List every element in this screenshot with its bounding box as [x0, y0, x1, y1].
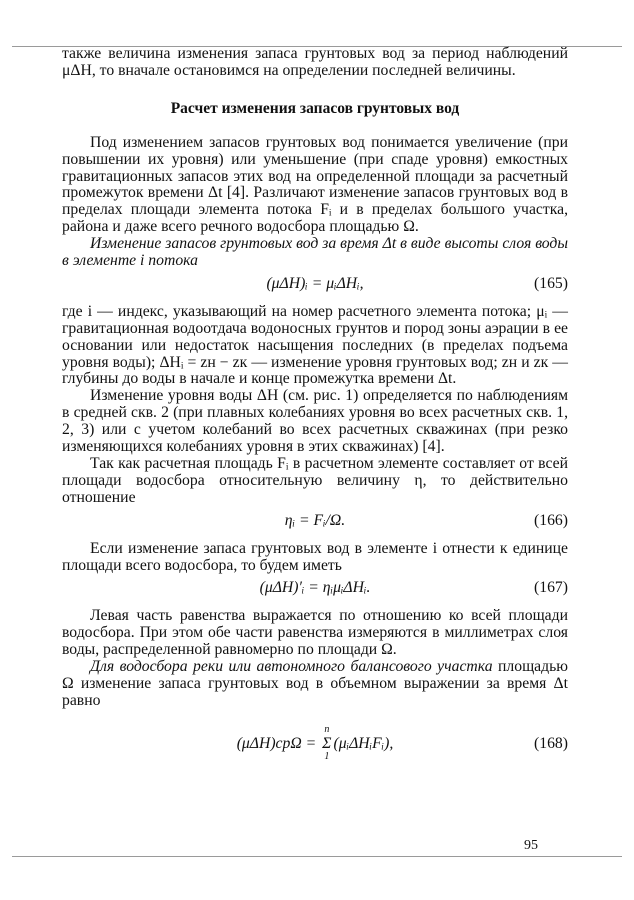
paragraph-7-rest: площадью Ω изменение запаса грунтовых вод в объемном выражении за время Δt равно — [62, 658, 568, 709]
paragraph-6: Левая часть равенства выражается по отношению ко всей площади водосбора. При этом обе части равенства измеряются в миллиметрах слоя воды, распределенной равномерно по площади Ω. — [62, 607, 568, 659]
equation-165 — [62, 276, 568, 293]
paragraph-1: Под изменением запасов грунтовых вод понимается увеличение (при повышении их уровня) или уменьшение (при спаде уровня) емкостных гравитационных запасов этих вод на определенной площади за расчетный промежуток времени Δt [4]. Различают изменение запасов грунтовых вод в пределах площади элемента потока Fᵢ и в пределах большого участка, района и даже всего речного водосбора площадью Ω. — [62, 133, 568, 236]
bottom-rule — [12, 856, 622, 857]
paragraph-4: Так как расчетная площадь Fᵢ в расчетном элементе составляет от всей площади водосбора относительную величину η, то действительно отношение — [62, 455, 568, 506]
equation-167-formula: (μΔH)′ᵢ = ηᵢμᵢΔHᵢ. — [259, 579, 371, 597]
equation-167 — [62, 580, 568, 597]
equation-167-number: (167) — [534, 579, 568, 597]
paragraph-2: где i — индекс, указывающий на номер расчетного элемента потока; μᵢ — гравитационная водоотдача водоносных грунтов и пород зоны аэрации в ее основании или недостаток насыщения последних (в пределах подъема уровня воды); ΔHᵢ = zн − zк — изменение уровня грунтовых вод; zн и zк — глубины до воды в начале и конце промежутка времени Δt. — [62, 302, 568, 388]
equation-166 — [62, 513, 568, 530]
section-heading: Расчет изменения запасов грунтовых вод — [170, 99, 460, 117]
sum-lower-limit: 1 — [324, 750, 330, 762]
sum-sign: Σ — [322, 734, 332, 752]
equation-166-formula: ηᵢ = Fᵢ/Ω. — [284, 511, 346, 529]
paragraph-3: Изменение уровня воды ΔH (см. рис. 1) определяется по наблюдениям в средней скв. 2 (при плавных колебаниях уровня во всех расчетных скв. 1, 2, 3) или с учетом колебаний во всех расчетных скважинах (при резко изменяющихся колебаниях уровня в этих скважинах) [4]. — [62, 387, 568, 456]
equation-168-formula — [62, 723, 568, 762]
paragraph-5: Если изменение запаса грунтовых вод в элементе i отнести к единице площади всего водосбора, то будем иметь — [62, 539, 568, 574]
page-body — [62, 46, 568, 775]
equation-168-right: (μᵢΔHᵢFᵢ), — [333, 734, 394, 752]
equation-166-number: (166) — [534, 511, 568, 529]
italic-paragraph: Изменение запасов грунтовых вод за время Δt в виде высоты слоя воды в элементе i потока — [62, 235, 568, 270]
equation-165-formula: (μΔH)ᵢ = μᵢΔHᵢ, — [266, 274, 364, 292]
summation-symbol — [320, 723, 333, 762]
equation-168-left: (μΔH)срΩ = — [236, 734, 321, 752]
paragraph-7 — [62, 659, 568, 710]
sum-upper-limit: n — [324, 723, 330, 735]
intro-paragraph: также величина изменения запаса грунтовых вод за период наблюдений μΔH, то вначале остановимся на определении последней величины. — [62, 45, 568, 79]
paragraph-7-italic: Для водосбора реки или автономного балансового участка — [90, 658, 493, 676]
equation-165-number: (165) — [534, 274, 568, 292]
equation-168-number: (168) — [534, 734, 568, 752]
equation-168 — [62, 724, 568, 764]
page-number: 95 — [524, 838, 538, 853]
